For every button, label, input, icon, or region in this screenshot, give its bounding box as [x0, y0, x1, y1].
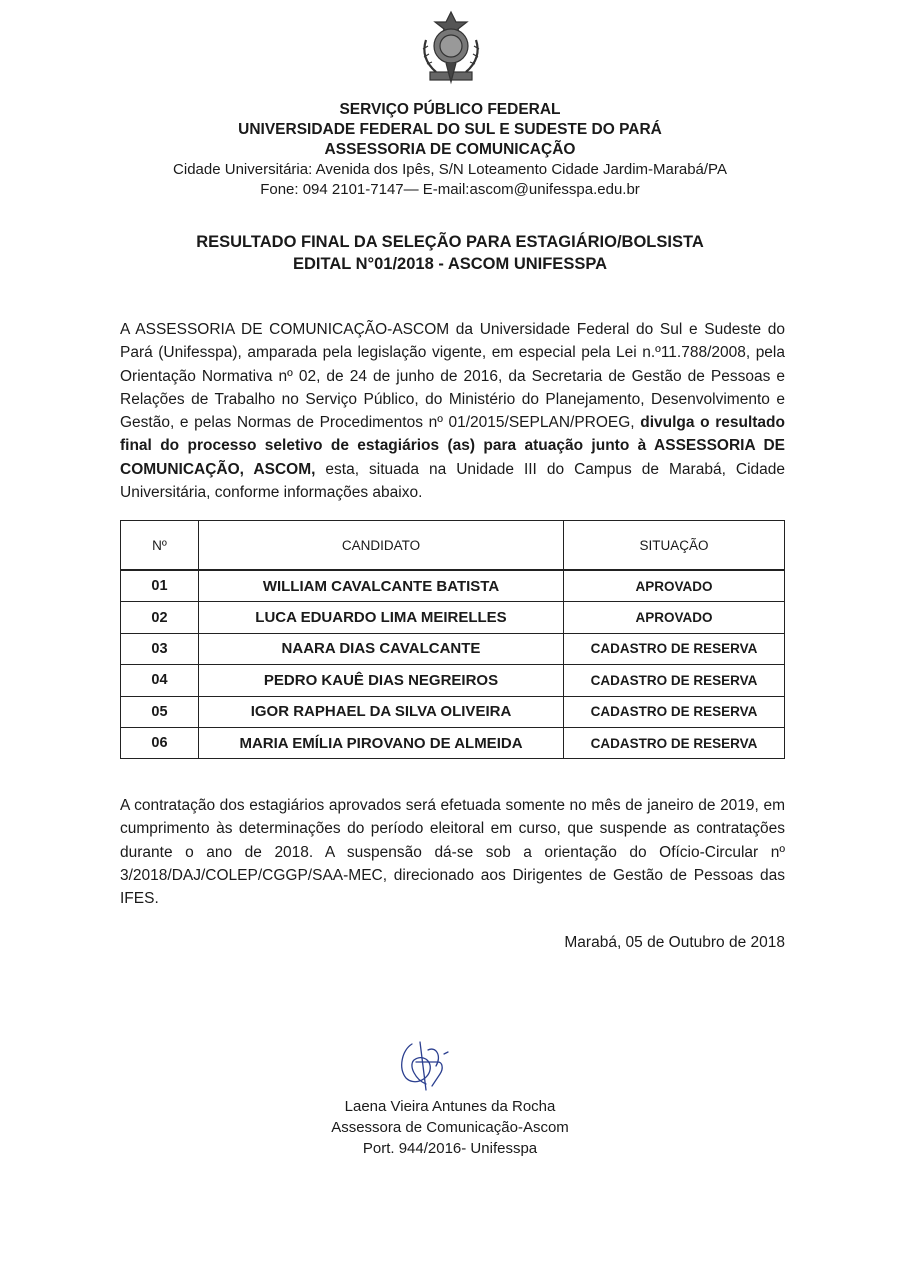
table-row	[121, 570, 785, 602]
intro-plain-text: A ASSESSORIA DE COMUNICAÇÃO-ASCOM da Universidade Federal do Sul e Sudeste do Pará (Unifesspa), amparada pela legislação vigente, em especial pela Lei n.º11.788/2008, pela Orientação Normativa nº 02, de 24 de junho de 2016, da Secretaria de Gestão de Pessoas e Relações de Trabalho no Serviço Público, do Ministério do Planejamento, Desenvolvimento e Gestão, e pelas Normas de Procedimentos nº 01/2015/SEPLAN/PROEG,	[120, 321, 785, 432]
row-status: CADASTRO DE RESERVA	[564, 696, 785, 727]
header-contact: Fone: 094 2101-7147— E-mail:ascom@unifesspa.edu.br	[260, 181, 640, 198]
row-candidate: LUCA EDUARDO LIMA MEIRELLES	[199, 602, 564, 633]
row-status: APROVADO	[564, 570, 785, 602]
header-status: SITUAÇÃO	[564, 521, 785, 571]
row-num: 01	[121, 570, 199, 602]
intro-end-text: esta, situada na Unidade III do Campus de Marabá, Cidade Universitária, conforme informações abaixo.	[120, 460, 785, 502]
header-address: Cidade Universitária: Avenida dos Ipês, S/N Loteamento Cidade Jardim-Marabá/PA	[173, 161, 727, 178]
header-department: ASSESSORIA DE COMUNICAÇÃO	[324, 141, 576, 158]
document-date: Marabá, 05 de Outubro de 2018	[564, 934, 785, 951]
document-subtitle: EDITAL N°01/2018 - ASCOM UNIFESSPA	[292, 255, 608, 273]
signatory-name: Laena Vieira Antunes da Rocha	[344, 1098, 556, 1115]
row-candidate: PEDRO KAUÊ DIAS NEGREIROS	[199, 665, 564, 696]
header-service: SERVIÇO PÚBLICO FEDERAL	[339, 101, 561, 118]
row-num: 03	[121, 633, 199, 664]
row-candidate: WILLIAM CAVALCANTE BATISTA	[199, 570, 564, 602]
header-candidate: CANDIDATO	[199, 521, 564, 571]
row-candidate: MARIA EMÍLIA PIROVANO DE ALMEIDA	[199, 727, 564, 758]
header-num: Nº	[121, 521, 199, 571]
table-row	[121, 602, 785, 633]
row-status: CADASTRO DE RESERVA	[564, 665, 785, 696]
brazil-coat-of-arms-icon	[416, 10, 486, 86]
signatory-role: Assessora de Comunicação-Ascom	[331, 1119, 569, 1136]
table-row	[121, 696, 785, 727]
notice-paragraph: A contratação dos estagiários aprovados será efetuada somente no mês de janeiro de 2019, em cumprimento às determinações do período eleitoral em curso, que suspende as contratações durante o ano de 2018. A suspensão dá-se sob a orientação do Ofício-Circular nº 3/2018/DAJ/COLEP/CGGP/SAA-MEC, direcionado aos Dirigentes de Gestão de Pessoas das IFES.	[120, 797, 785, 908]
signatory-ordinance: Port. 944/2016- Unifesspa	[362, 1140, 538, 1157]
row-status: CADASTRO DE RESERVA	[564, 727, 785, 758]
table-row	[121, 727, 785, 758]
row-num: 02	[121, 602, 199, 633]
row-num: 04	[121, 665, 199, 696]
table-row	[121, 665, 785, 696]
table-header-row	[121, 521, 785, 571]
header-university: UNIVERSIDADE FEDERAL DO SUL E SUDESTE DO PARÁ	[238, 121, 662, 138]
result-table	[120, 520, 785, 759]
handwritten-signature-icon	[392, 1040, 458, 1096]
intro-paragraph	[120, 318, 785, 504]
intro-bold-text: divulga o resultado final do processo seletivo de estagiários (as) para atuação junto à ASSESSORIA DE COMUNICAÇÃO, ASCOM,	[120, 414, 785, 478]
row-num: 05	[121, 696, 199, 727]
document-title: RESULTADO FINAL DA SELEÇÃO PARA ESTAGIÁRIO/BOLSISTA	[196, 233, 704, 251]
row-candidate: NAARA DIAS CAVALCANTE	[199, 633, 564, 664]
row-status: APROVADO	[564, 602, 785, 633]
row-status: CADASTRO DE RESERVA	[564, 633, 785, 664]
row-num: 06	[121, 727, 199, 758]
row-candidate: IGOR RAPHAEL DA SILVA OLIVEIRA	[199, 696, 564, 727]
table-row	[121, 633, 785, 664]
